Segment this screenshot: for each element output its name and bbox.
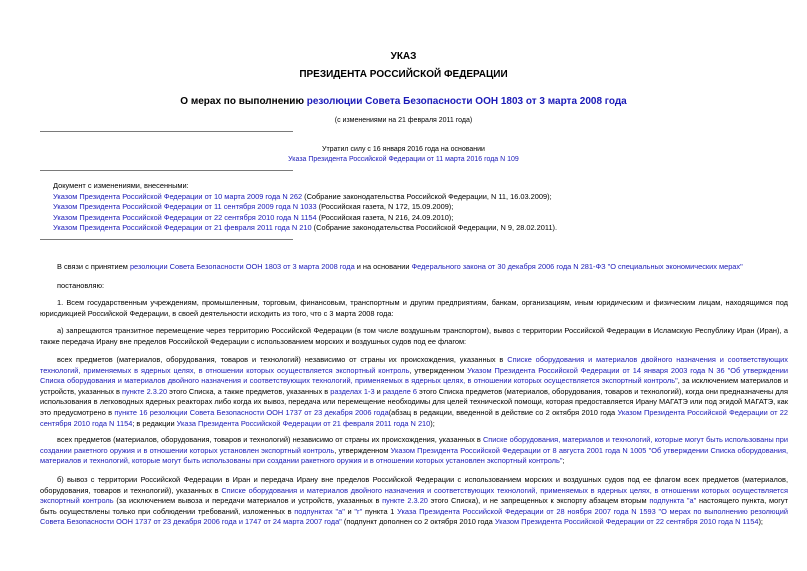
expired-decree-link[interactable]: Указа Президента Российской Федерации от 11 марта 2016 года N 109: [288, 156, 519, 163]
subject-prefix: О мерах по выполнению: [180, 96, 307, 107]
item-2-3-20-link[interactable]: пункте 2.3.20: [122, 386, 168, 396]
amendment-link[interactable]: Указом Президента Российской Федерации от 11 сентября 2009 года N 1033: [53, 202, 317, 212]
amendment-link[interactable]: Указом Президента Российской Федерации от 22 сентября 2010 года N 1154: [53, 212, 317, 222]
subitem-g-link[interactable]: "г": [354, 506, 363, 516]
paragraph-1a-item2: всех предметов (материалов, оборудования, товаров и технологий) независимо от страны их происхождения, указанных в Списке оборудования, материалов и технологий, которые могут быть использованы при создании ракетного оружия и в отношении которых установлен экспортный контроль, утвержденном Указом Президента Российской Федерации от 8 августа 2001 года N 1005 "Об утверждении Списка оборудования, материалов и технологий, которые могут быть использованы при создании ракетного оружия и в отношении которых установлен экспортный контроль";: [40, 435, 789, 466]
missile-list-link[interactable]: Списке оборудования, материалов и технологий, которые могут быть использованы при создании ракетного оружия и в отношении которых установлен экспортный контроль: [40, 435, 788, 455]
decree-1154-link[interactable]: Указом Президента Российской Федерации от 22 сентября 2010 года N 1154: [40, 407, 789, 428]
section-6-link[interactable]: разделе 6: [382, 386, 417, 396]
changes-note: (с изменениями на 21 февраля 2011 года): [334, 117, 473, 124]
amendments-block: [53, 181, 793, 234]
resolution-link[interactable]: резолюции Совета Безопасности ООН 1803 от 3 марта 2008 года: [129, 262, 355, 271]
decree-210-link[interactable]: Указа Президента Российской Федерации от 21 февраля 2011 года N 210: [176, 418, 431, 428]
federal-law-link[interactable]: Федерального закона от 30 декабря 2006 года N 281-ФЗ "О специальных экономических мерах": [411, 262, 743, 271]
amendment-source: (Российская газета, N 172, 15.09.2009);: [316, 202, 454, 212]
issuer-title: ПРЕЗИДЕНТА РОССИЙСКОЙ ФЕДЕРАЦИИ: [299, 69, 508, 80]
amendment-item: [53, 202, 793, 213]
amendment-item: [53, 223, 793, 234]
resolution-link[interactable]: резолюции Совета Безопасности ООН 1803 от 3 марта 2008 года: [306, 96, 627, 107]
sections-1-3-link[interactable]: разделах 1-3: [330, 386, 375, 396]
paragraph-1b: б) вывоз с территории Российской Федерации в Иран и передача Ирану вне пределов Российской Федерации с использованием морских и воздушных судов под ее флагом всех предметов (материалов, оборудования, товаров и технологий), указанных в Списке оборудования и материалов двойного назначения и соответствующих технологий, применяемых в ядерных целях, в отношении которых осуществляется экспортный контроль (за исключением вывоза и передачи материалов и устройств, указанных в пункте 2.3.20 этого Списка), и не запрещенных к экспорту абзацем вторым подпункта "а" настоящего пункта, могут быть осуществлены только при соблюдении требований, изложенных в подпунктах "а" и "г" пункта 1 Указа Президента Российской Федерации от 28 ноября 2007 года N 1593 "О мерах по выполнению резолюций Совета Безопасности ООН 1737 от 23 декабря 2006 года и 1747 от 24 марта 2007 года" (подпункт дополнен со 2 октября 2010 года Указом Президента Российской Федерации от 22 сентября 2010 года N 1154);: [40, 475, 789, 527]
divider: [40, 239, 293, 240]
divider: [40, 170, 293, 171]
decree-1154-link[interactable]: Указом Президента Российской Федерации от 22 сентября 2010 года N 1154: [494, 517, 759, 527]
amendment-source: (Собрание законодательства Российской Федерации, N 9, 28.02.2011).: [311, 223, 558, 233]
preamble: В связи с принятием резолюции Совета Безопасности ООН 1803 от 3 марта 2008 года и на основании Федерального закона от 30 декабря 2006 года N 281-ФЗ "О специальных экономических мерах": [57, 262, 743, 271]
amendment-link[interactable]: Указом Президента Российской Федерации от 10 марта 2009 года N 262: [53, 191, 303, 201]
dual-use-list-link[interactable]: Списке оборудования и материалов двойного назначения и соответствующих технологий, применяемых в ядерных целях, в отношении которых осуществляется экспортный контроль: [40, 355, 788, 375]
expired-note: Утратил силу с 16 января 2016 года на основании: [322, 146, 485, 153]
doc-subject: [0, 96, 807, 107]
dual-use-list-link[interactable]: Списке оборудования и материалов двойного назначения и соответствующих технологий, применяемых в ядерных целях, в отношении которых осуществляется экспортный контроль: [40, 485, 788, 506]
amendment-item: [53, 192, 793, 203]
item-2-3-20-link[interactable]: пункте 2.3.20: [382, 496, 428, 506]
decree-1593-link[interactable]: Указа Президента Российской Федерации от 28 ноября 2007 года N 1593 "О мерах по выполнению резолюций Совета Безопасности ООН 1737 от 23 декабря 2006 года и 1747 от 24 марта 2007 года": [40, 506, 789, 527]
amendments-heading: Документ с изменениями, внесенными:: [53, 181, 189, 190]
decree-1005-link[interactable]: Указом Президента Российской Федерации от 8 августа 2001 года N 1005 "Об утверждении Списка оборудования, материалов и технологий, которые могут быть использованы при создании ракетного оружия и в отношении которых установлен экспортный контроль": [40, 445, 789, 466]
divider: [40, 131, 293, 132]
paragraph-1a: а) запрещаются транзитное перемещение через территорию Российской Федерации (в том числе воздушным транспортом), вывоз с территории Российской Федерации в Исламскую Республику Иран (Иран), а также передача Ирану вне пределов Российской Федерации с использованием морских и воздушных судов под ее флагом:: [40, 326, 788, 346]
decree-36-link[interactable]: Указом Президента Российской Федерации от 14 января 2003 года N 36 "Об утверждении Списка оборудования и материалов двойного назначения и соответствующих технологий, применяемых в ядерных целях, в отношении которых осуществляется экспортный контроль": [40, 365, 788, 386]
paragraph-1: 1. Всем государственным учреждениям, промышленным, торговым, финансовым, транспортным и другим предприятиям, банкам, организациям, иным юридическим и физическим лицам, находящимся под юрисдикцией Российской Федерации, в своей деятельности исходить из того, что с 3 марта 2008 года:: [40, 298, 788, 318]
amendment-source: (Собрание законодательства Российской Федерации, N 11, 16.03.2009);: [302, 191, 552, 201]
subitem-a-link[interactable]: подпункта "а": [649, 496, 697, 506]
paragraph-1a-item1: всех предметов (материалов, оборудования, товаров и технологий) независимо от страны их происхождения, указанных в Списке оборудования и материалов двойного назначения и соответствующих технологий, применяемых в ядерных целях, в отношении которых осуществляется экспортный контроль, утвержденном Указом Президента Российской Федерации от 14 января 2003 года N 36 "Об утверждении Списка оборудования и материалов двойного назначения и соответствующих технологий, применяемых в ядерных целях, в отношении которых осуществляется экспортный контроль", за исключением материалов и устройств, указанных в пункте 2.3.20 этого Списка, а также предметов, указанных в разделах 1-3 и разделе 6 этого Списка предметов (материалов, оборудования, товаров и технологий), когда они предназначены для использования в легководных ядерных реакторах либо когда их вывоз, передача или перемещение необходимы для целей технической помощи, которая предоставляется Ирану МАГАТЭ или под эгидой МАГАТЭ, как это предусмотрено в пункте 16 резолюции Совета Безопасности ООН 1737 от 23 декабря 2006 года(абзац в редакции, введенной в действие со 2 октября 2010 года Указом Президента Российской Федерации от 22 сентября 2010 года N 1154; в редакции Указа Президента Российской Федерации от 21 февраля 2011 года N 210);: [40, 355, 789, 428]
amendment-item: [53, 213, 793, 224]
decree-word: постановляю:: [57, 281, 105, 290]
amendment-link[interactable]: Указом Президента Российской Федерации от 21 февраля 2011 года N 210: [53, 223, 312, 233]
doc-type-title: УКАЗ: [390, 51, 417, 62]
amendment-source: (Российская газета, N 216, 24.09.2010);: [316, 212, 454, 222]
resolution-1737-link[interactable]: пункте 16 резолюции Совета Безопасности ООН 1737 от 23 декабря 2006 года: [114, 407, 389, 417]
subitems-a-link[interactable]: подпунктах "а": [294, 506, 345, 516]
